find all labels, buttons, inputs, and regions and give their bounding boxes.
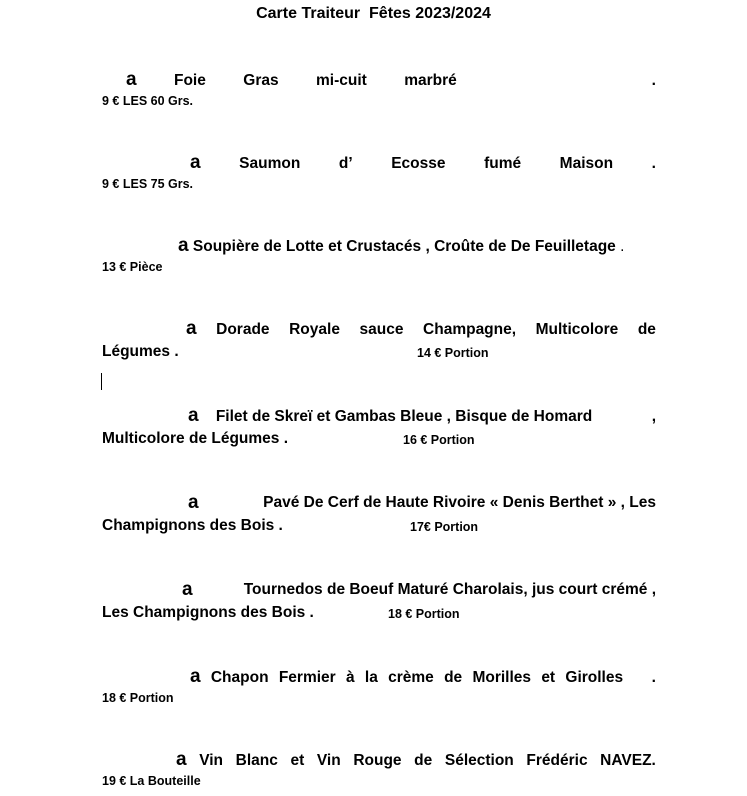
bullet: a — [190, 666, 201, 687]
item-price: 19 € La Bouteille — [102, 774, 201, 788]
menu-item-foie-gras — [126, 70, 656, 91]
item-word: Royale — [289, 321, 340, 338]
bullet: a — [190, 152, 201, 173]
item-price: 13 € Pièce — [102, 260, 163, 274]
page-title: Carte Traiteur Fêtes 2023/2024 — [256, 5, 491, 22]
item-line2: Multicolore de Légumes . — [102, 430, 289, 447]
menu-item-saumon — [190, 153, 656, 174]
bullet: a — [176, 749, 187, 770]
item-word: Gras — [243, 72, 279, 89]
item-price: 17€ Portion — [410, 520, 479, 534]
item-word: . — [651, 72, 656, 89]
item-word: Chapon — [210, 669, 269, 686]
item-word: de — [414, 752, 433, 769]
item-word: de — [637, 321, 656, 338]
bullet: a — [188, 405, 199, 426]
item-word: Ecosse — [391, 155, 446, 172]
menu-item-vin — [176, 750, 656, 771]
bullet: a — [126, 69, 137, 90]
item-price: 18 € Portion — [102, 691, 174, 705]
item-word: Foie — [173, 72, 206, 89]
item-word: sauce — [359, 321, 404, 338]
item-text: Filet de Skreï et Gambas Bleue , Bisque de Homard — [215, 408, 593, 425]
menu-item-tournedos — [182, 580, 656, 600]
item-word: la — [364, 669, 378, 686]
item-word: . — [651, 155, 656, 172]
item-word: crème — [388, 669, 434, 686]
item-word: NAVEZ. — [600, 752, 656, 769]
item-text: Pavé De Cerf de Haute Rivoire « Denis Berthet » , Les — [263, 494, 656, 511]
item-word: Girolles — [565, 669, 624, 686]
item-word: et — [290, 752, 305, 769]
item-price: 9 € LES 60 Grs. — [102, 94, 194, 108]
menu-item-dorade — [186, 319, 656, 340]
item-price: 18 € Portion — [388, 607, 460, 621]
item-word: marbré — [404, 72, 457, 89]
item-word: de — [444, 669, 463, 686]
item-line2: Légumes . — [102, 343, 179, 360]
item-word: Sélection — [444, 752, 514, 769]
item-price: 16 € Portion — [403, 433, 475, 447]
item-word: Champagne, — [423, 321, 517, 338]
item-word: , — [651, 408, 656, 425]
item-word: Vin — [316, 752, 341, 769]
menu-item-filet-skrei — [188, 406, 656, 427]
item-word: Frédéric — [526, 752, 588, 769]
item-word: fumé — [484, 155, 522, 172]
menu-item-pave-cerf — [188, 493, 656, 513]
item-word: Dorade — [216, 321, 270, 338]
item-word: Morilles — [472, 669, 532, 686]
item-word: Multicolore — [535, 321, 619, 338]
item-price: 14 € Portion — [417, 346, 489, 360]
item-word: Blanc — [235, 752, 278, 769]
item-word: Vin — [199, 752, 224, 769]
item-price: 9 € LES 75 Grs. — [102, 177, 194, 191]
bullet: a — [188, 492, 199, 513]
menu-item-chapon — [190, 667, 656, 688]
item-word: à — [345, 669, 355, 686]
bullet: a — [182, 579, 193, 600]
item-word: Rouge — [353, 752, 402, 769]
item-text: Soupière de Lotte et Crustacés , Croûte de De Feuilletage — [192, 238, 616, 255]
item-word: et — [541, 669, 556, 686]
item-line2: Les Champignons des Bois . — [102, 604, 314, 621]
item-line2: Champignons des Bois . — [102, 517, 283, 534]
bullet: a — [178, 235, 189, 256]
menu-item-soupiere — [178, 236, 656, 257]
item-word: . — [651, 669, 656, 686]
item-end: . — [620, 238, 625, 255]
item-word: Maison — [559, 155, 614, 172]
item-word: Saumon — [239, 155, 301, 172]
item-text: Tournedos de Boeuf Maturé Charolais, jus court crémé , — [243, 581, 656, 598]
item-word: d’ — [338, 155, 353, 172]
item-word: mi-cuit — [316, 72, 367, 89]
text-cursor — [101, 373, 102, 390]
item-word: Fermier — [278, 669, 336, 686]
bullet: a — [186, 318, 197, 339]
